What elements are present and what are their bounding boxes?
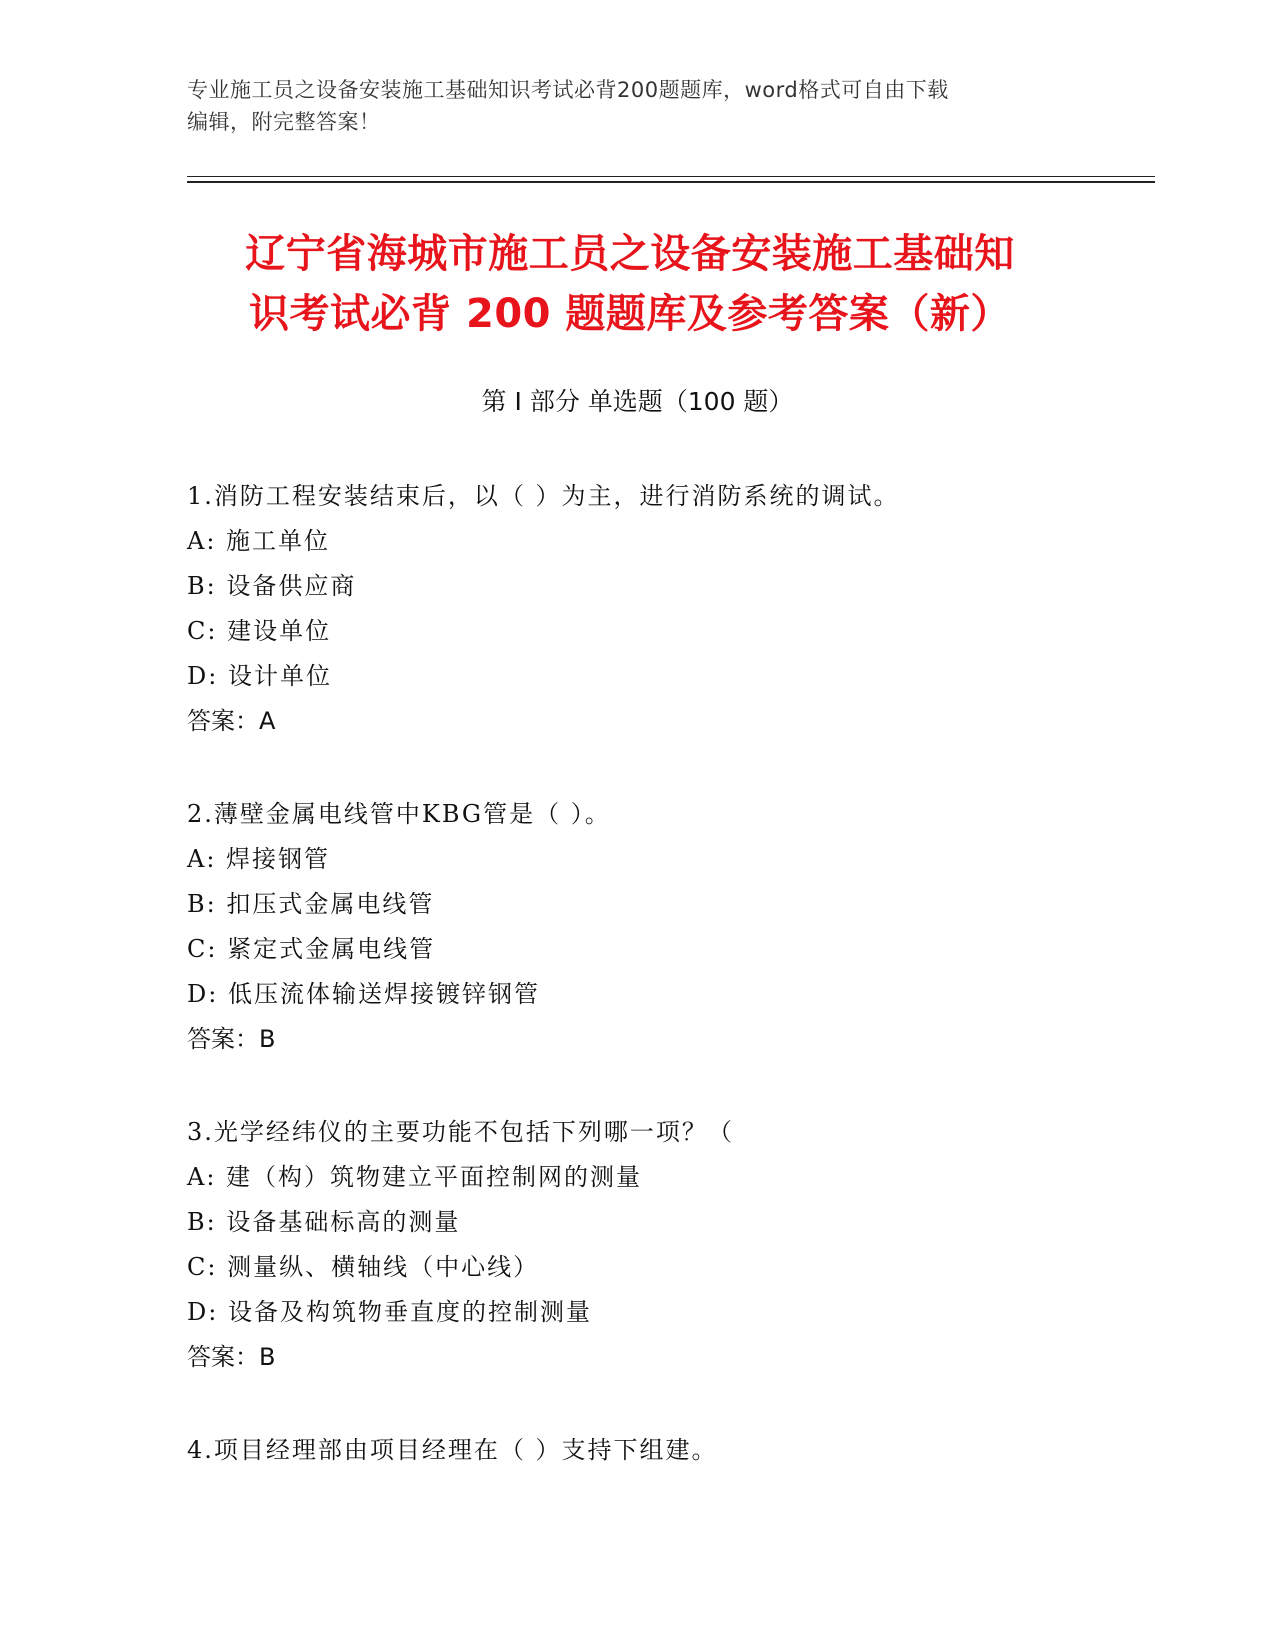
option-b: B: 设备供应商	[187, 572, 357, 600]
header-divider-thick	[187, 181, 1155, 183]
question-item	[187, 474, 1167, 744]
question-stem: 1.消防工程安装结束后，以（ ）为主，进行消防系统的调试。	[187, 482, 900, 510]
option-a: A: 施工单位	[187, 527, 331, 555]
option-c: C: 紧定式金属电线管	[187, 935, 436, 963]
option-d: D: 设备及构筑物垂直度的控制测量	[187, 1298, 592, 1326]
option-c: C: 建设单位	[187, 617, 332, 645]
option-d: D: 低压流体输送焊接镀锌钢管	[187, 980, 540, 1008]
question-item	[187, 1110, 1167, 1380]
option-d: D: 设计单位	[187, 662, 332, 690]
answer-line: 答案：B	[187, 1025, 276, 1053]
question-stem: 3.光学经纬仪的主要功能不包括下列哪一项？（	[187, 1118, 734, 1146]
option-b: B: 设备基础标高的测量	[187, 1208, 461, 1236]
header-note	[187, 74, 1087, 138]
option-c: C: 测量纵、横轴线（中心线）	[187, 1253, 540, 1281]
question-item	[187, 792, 1167, 1062]
document-title	[180, 224, 1080, 344]
section-heading: 第 I 部分 单选题（100 题）	[481, 387, 794, 416]
answer-line: 答案：A	[187, 707, 276, 735]
option-b: B: 扣压式金属电线管	[187, 890, 435, 918]
header-divider-thin	[187, 176, 1155, 177]
question-stem: 4.项目经理部由项目经理在（ ）支持下组建。	[187, 1436, 718, 1464]
document-title-line-1: 辽宁省海城市施工员之设备安装施工基础知	[245, 231, 1015, 277]
option-a: A: 建（构）筑物建立平面控制网的测量	[187, 1163, 643, 1191]
answer-line: 答案：B	[187, 1343, 276, 1371]
header-note-line-1: 专业施工员之设备安装施工基础知识考试必背200题题库，word格式可自由下载	[187, 78, 949, 102]
document-title-line-2: 识考试必背 200 题题库及参考答案（新）	[249, 291, 1011, 337]
header-note-line-2: 编辑，附完整答案！	[187, 110, 381, 134]
question-stem: 2.薄壁金属电线管中KBG管是（ ）。	[187, 800, 611, 828]
question-item	[187, 1428, 1167, 1473]
option-a: A: 焊接钢管	[187, 845, 331, 873]
